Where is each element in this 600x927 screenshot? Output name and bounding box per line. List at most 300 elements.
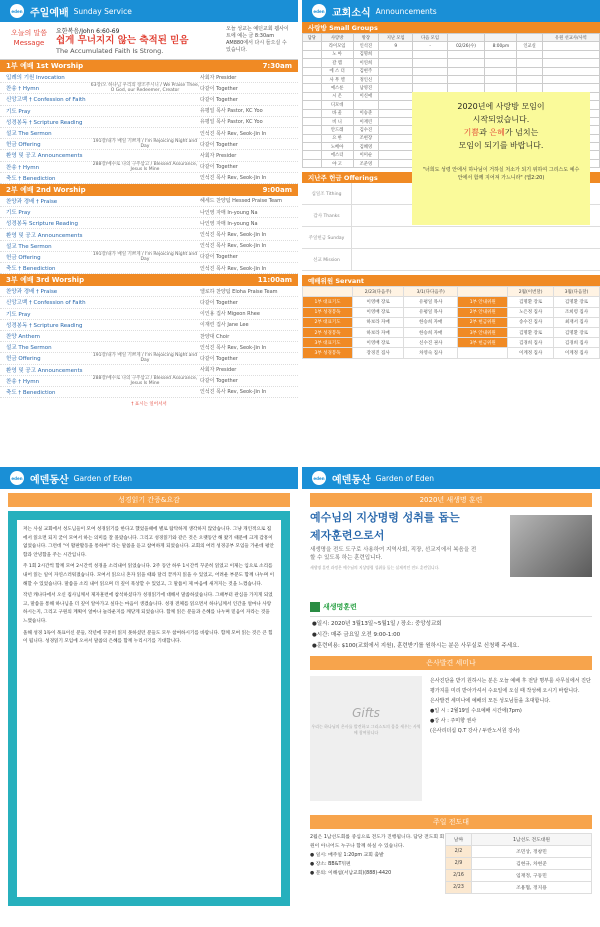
- order-item-leader: 사회자 Presider: [200, 152, 237, 159]
- group-cell: 예스룬: [321, 84, 353, 92]
- servant-col-header: 2/23(다음주): [353, 287, 404, 297]
- seminar-line: ●일 시 : 2월19일 수요예배 시간에(7pm): [430, 708, 522, 714]
- order-row: [0, 150, 298, 161]
- servant-cell: 이영배 장로: [353, 297, 404, 307]
- new-life-badge: [310, 602, 357, 612]
- group-cell: [447, 75, 485, 83]
- order-item-name: 헌금 Offering: [6, 356, 41, 363]
- order-row: [0, 139, 298, 150]
- group-cell: [379, 67, 413, 75]
- eden-header: [302, 467, 600, 489]
- group-cell: 김명희: [353, 50, 378, 58]
- order-item-leader: 엘로하 찬양팀 Eloha Praise Team: [200, 288, 278, 295]
- group-cell: 에스더: [321, 151, 353, 159]
- group-cell: 이신애: [353, 92, 378, 100]
- group-cell: [517, 59, 542, 67]
- evangelism-cell: 조민상, 정창민: [472, 846, 592, 858]
- order-item-name: 성경봉독 † Scripture Reading: [6, 322, 83, 329]
- announcements-panel: [302, 0, 600, 463]
- order-item-leader: 유평일 목사 Pastor, KC Yoo: [200, 108, 263, 115]
- evangelism-block: [302, 829, 600, 898]
- group-cell: [303, 151, 322, 159]
- group-cell: 조현장: [353, 134, 378, 142]
- gifts-image: [310, 676, 422, 801]
- order-item-leader: 다같이 Together: [200, 378, 238, 385]
- worship-panel: [0, 0, 298, 463]
- order-row: [0, 309, 298, 320]
- order-item-leader: 나인영 자매 In-young Na: [200, 220, 258, 227]
- gifts-word: Gifts: [352, 706, 380, 720]
- order-item-name: 환영 및 공고 Announcements: [6, 153, 83, 160]
- testimony-paragraph: 저는 사실 교회에서 성도님들이 모여 성경읽기를 한다고 했었을때에 별로 탐탁하게 생각하지 않았습니다. 그냥 개인적으로 집에서 읽으면 되지 굳이 모여서 하는 의미를 잘 몰랐습니다. 그리고 성경읽기와 같은 것은 오랫동안 해 왔기 때문에 크게 감흥이 없었습니다. 그런데 "이 활판활동을 통하여" 라는 말씀을 듣고 참여하게 되었습니다. 교회의 여러 성경공부 모임들 가운데 평안함과 안녕함을 주는 시간입니다.: [23, 527, 274, 558]
- order-row: [0, 263, 298, 274]
- eden-logo-icon: eden: [312, 4, 326, 18]
- order-item-name: 입례의 기원 Invocation: [6, 75, 65, 82]
- group-cell: 요 한: [321, 134, 353, 142]
- testimony-title: 성경읽기 간증&요감: [8, 493, 290, 507]
- servant-cell: 이영배 장로: [353, 307, 404, 317]
- group-cell: [303, 50, 322, 58]
- order-item-name: 찬송 † Hymn: [6, 378, 40, 385]
- group-cell: [542, 59, 599, 67]
- notice-verse: "너희도 성령 안에서 하나님이 거하실 처소가 되기 위하여 그리스도 예수 안에서 함께 지어져 가느니라" (엡2:20): [422, 167, 580, 181]
- service-label: 2부 예배 2nd Worship: [6, 185, 86, 194]
- eden-title: 예덴동산: [30, 474, 69, 486]
- group-cell: 김혜영: [353, 143, 378, 151]
- eden-title: 예덴동산: [332, 474, 371, 486]
- service-bar: [0, 60, 298, 72]
- group-cell: [303, 84, 322, 92]
- order-row: [0, 252, 298, 263]
- order-item-detail: 191장/내가 매일 기쁘게 / I'm Rejoicing Night and Day: [92, 139, 198, 150]
- service-label: 1부 예배 1st Worship: [6, 62, 84, 70]
- group-cell: [303, 92, 322, 100]
- servant-cell: 김명환 장로: [554, 297, 600, 307]
- servant-cell: 하보라 자매: [353, 328, 404, 338]
- servant-cell: 김명환 장로: [554, 328, 600, 338]
- testimony-frame: [8, 511, 290, 906]
- order-item-name: 축도 † Benediction: [6, 175, 56, 182]
- group-cell: [542, 42, 599, 50]
- group-cell: [485, 50, 517, 58]
- group-row: [303, 42, 600, 50]
- servant-col-header: [458, 287, 508, 297]
- servant-cell: 이계정 집사: [508, 348, 554, 358]
- training-info: [302, 619, 600, 652]
- servant-cell: 유평일 목사: [404, 297, 458, 307]
- order-item-leader: 인석진 목사 Rev, Seok-Jin In: [200, 344, 267, 351]
- group-cell: 라이모임: [321, 42, 353, 50]
- servant-cell: 이영배 장로: [353, 338, 404, 348]
- order-item-leader: 인석진 목사 Rev, Seok-Jin In: [200, 175, 267, 182]
- order-item-name: 찬양과 경배 † Praise: [6, 198, 58, 205]
- servant-row: [303, 348, 600, 358]
- stand-note: † 표시는 일어서서: [131, 402, 167, 408]
- order-item-detail: 288장/예수로 나의 구주삼고 / Blessed Assurance, Jesus Is Mine: [92, 161, 198, 172]
- order-item-leader: 인석진 목사 Rev, Seok-Jin In: [200, 389, 267, 396]
- evangelism-row: [446, 870, 592, 882]
- evangelism-cell: 2/23: [446, 882, 472, 894]
- service-time: 9:00am: [262, 185, 292, 194]
- group-cell: [485, 67, 517, 75]
- eden-training-panel: [302, 467, 600, 927]
- order-item-leader: 사회자 Presider: [200, 367, 237, 374]
- order-item-name: 신앙고백 † Confession of Faith: [6, 97, 86, 104]
- sermon-verse: 요한복음/John 6:60-69: [56, 28, 120, 35]
- order-item-leader: 사회자 Presider: [200, 74, 237, 81]
- servant-row: [303, 317, 600, 327]
- evangelism-desc: 2월은 1남선도회를 중심으로 전도가 진행됩니다. 담당 전도회 회원이 아니어도 누구나 함께 하실 수 있습니다.: [310, 835, 445, 849]
- servant-cell: 1부 안내위원: [458, 297, 508, 307]
- servant-cell: 한승희 자매: [404, 328, 458, 338]
- testimony-paragraph: 올해 성경 1독이 목표이신 분들, 작년에 꾸준히 읽지 못하셨던 분들도 모두 참여하시기를 바랍니다. 함께 모여 읽는 것은 큰 힘이 됩니다. 성경읽기 모임에 오셔서 말씀의 은혜를 함께 누리시기를 기대합니다.: [23, 630, 273, 645]
- order-item-name: 설교 The Sermon: [6, 345, 52, 352]
- servant-cell: 한승희 자매: [404, 317, 458, 327]
- group-cell: [485, 75, 517, 83]
- group-cell: [379, 126, 413, 134]
- order-item-name: 찬송 † Hymn: [6, 164, 40, 171]
- eden-logo-icon: eden: [10, 471, 24, 485]
- servant-col-header: 3/1(다다음주): [404, 287, 458, 297]
- group-cell: [303, 159, 322, 167]
- group-cell: [303, 101, 322, 109]
- order-row: [0, 218, 298, 229]
- worship-title: 주일예배: [30, 7, 69, 19]
- info-line: ●일시: 2020년 3월13일~5월1일 / 장소: 중앙성교회: [312, 621, 442, 627]
- info-line: ●시간: 매주 금요일 오전 9:00-1:00: [312, 632, 401, 638]
- evangelism-cell: 임재정, 구동민: [472, 870, 592, 882]
- servant-cell: 3부 성경봉독: [303, 348, 353, 358]
- eden-title-en: Garden of Eden: [375, 473, 434, 483]
- servant-col-header: 2월(이번달): [508, 287, 554, 297]
- group-cell: [447, 67, 485, 75]
- seminar-title: 은사발견 세미나: [310, 656, 592, 670]
- order-item-name: 성경봉독 † Scripture Reading: [6, 119, 83, 126]
- group-cell: [542, 67, 599, 75]
- group-cell: 02/26(수): [447, 42, 485, 50]
- servant-cell: 김명환 장로: [508, 297, 554, 307]
- offering-row: [302, 227, 600, 249]
- group-cell: [542, 50, 599, 58]
- group-col-header: 방장: [353, 34, 378, 42]
- joy-word: 기쁨: [463, 128, 480, 137]
- evangelism-title: 주일 전도대: [310, 815, 592, 829]
- group-cell: [413, 67, 447, 75]
- group-cell: 9: [379, 42, 413, 50]
- group-cell: [413, 84, 447, 92]
- servant-cell: 2부 성경봉독: [303, 328, 353, 338]
- group-cell: [379, 109, 413, 117]
- hero-subtitle: 새생명을 전도 도구로 사용하여 지역사회, 직장, 선교지에서 복음을 전할 수 있도록 하는 훈련입니다.: [310, 547, 477, 561]
- group-cell: 남영진: [353, 84, 378, 92]
- seminar-line: 은사발견 세미나에 예배의 모든 성도님들을 초대합니다.: [430, 698, 551, 704]
- service-time: 7:30am: [262, 62, 292, 70]
- order-row: [0, 72, 298, 83]
- group-col-header: 사랑방: [321, 34, 353, 42]
- order-item-name: 환영 및 공고 Announcements: [6, 232, 83, 239]
- servant-row: [303, 338, 600, 348]
- group-cell: 인교실: [517, 42, 542, 50]
- servant-cell: 2부 안내위원: [458, 307, 508, 317]
- order-item-name: 찬양 Anthem: [6, 334, 41, 341]
- notice-text: 과: [479, 128, 490, 137]
- order-item-leader: 인석진 목사 Rev, Seok-Jin In: [200, 265, 267, 272]
- order-item-leader: 인석진 목사 Rev, Seok-Jin In: [200, 232, 267, 239]
- servant-cell: 3부 헌금위원: [458, 338, 508, 348]
- order-row: [0, 320, 298, 331]
- eden-title-en: Garden of Eden: [73, 473, 132, 483]
- evangelism-col-header: 날짜: [446, 834, 472, 846]
- servant-cell: 1부 대표기도: [303, 297, 353, 307]
- group-cell: [303, 67, 322, 75]
- group-cell: [303, 117, 322, 125]
- servant-cell: 2부 대표기도: [303, 317, 353, 327]
- group-cell: [413, 75, 447, 83]
- notice-line: 모임이 되기를 바랍니다.: [458, 141, 544, 150]
- group-cell: [413, 59, 447, 67]
- order-item-name: 찬양과 경배 † Praise: [6, 289, 58, 296]
- eden-logo-icon: eden: [10, 4, 24, 18]
- order-row: [0, 365, 298, 376]
- offering-amount: [352, 227, 600, 248]
- group-cell: 갈 렙: [321, 59, 353, 67]
- service-order: [0, 60, 298, 398]
- group-cell: [303, 126, 322, 134]
- order-item-leader: 찬양대 Choir: [200, 333, 230, 340]
- servant-table: [302, 286, 600, 358]
- servant-cell: 하보라 자매: [353, 317, 404, 327]
- notice-line: 시작되었습니다.: [472, 115, 530, 124]
- evangelism-info: ● 장소: BB&T뒤편: [310, 862, 351, 867]
- evangelism-info: ● 일시: 매주일 1:20pm 교회 출발: [310, 853, 384, 858]
- group-cell: [379, 92, 413, 100]
- order-item-name: 설교 The Sermon: [6, 131, 52, 138]
- group-cell: 이연희: [353, 59, 378, 67]
- side-note: 오늘 성교는 예던교회 웹사이트에 예는 금 8:30am AM880에서 다시 들으실 수 있습니다.: [226, 26, 289, 53]
- servant-cell: 김경희 집사: [554, 338, 600, 348]
- evangelism-text: [310, 833, 445, 894]
- evangelism-cell: 2/16: [446, 870, 472, 882]
- sermon-block: [0, 22, 298, 60]
- evangelism-row: [446, 858, 592, 870]
- servant-cell: 송수진 집사: [508, 317, 554, 327]
- seminar-text: [422, 676, 592, 809]
- order-item-leader: 인석진 목사 Rev, Seok-Jin In: [200, 130, 267, 137]
- servant-cell: 3부 대표기도: [303, 338, 353, 348]
- group-cell: 시 온: [321, 92, 353, 100]
- evangelism-col-header: 1남선도 전도대원: [472, 834, 592, 846]
- servant-cell: 김경희 집사: [508, 338, 554, 348]
- group-row: [303, 84, 600, 92]
- hero-title: 제자훈련으로서: [310, 529, 385, 542]
- group-cell: [303, 59, 322, 67]
- group-cell: [303, 143, 322, 151]
- group-cell: [485, 84, 517, 92]
- order-item-name: 헌금 Offering: [6, 142, 41, 149]
- order-item-leader: 이재린 집사 Jane Lee: [200, 322, 249, 329]
- news-title: 교회소식: [332, 7, 371, 19]
- order-item-name: 축도 † Benediction: [6, 389, 56, 396]
- order-row: [0, 286, 298, 297]
- evangelism-info: ● 문의: 이해섭(서남교회)(888)-4420: [310, 871, 392, 876]
- order-item-name: 신앙고백 † Confession of Faith: [6, 300, 86, 307]
- message-label: 오늘의 말씀 Message: [10, 29, 48, 47]
- sermon-title: 쉽게 무너지지 않는 축적된 믿음: [56, 35, 189, 46]
- notice-line: 2020년에 사랑방 모임이: [457, 102, 545, 111]
- servant-cell: 조희령 집사: [554, 307, 600, 317]
- group-cell: [517, 84, 542, 92]
- offering-type: 선교 Mission: [302, 249, 352, 270]
- order-item-leader: 헤세드 찬양팀 Hessed Praise Team: [200, 198, 282, 205]
- order-row: [0, 241, 298, 252]
- servant-cell: 1부 성경봉독: [303, 307, 353, 317]
- group-cell: [379, 117, 413, 125]
- seminar-line: (은사리더십 Q.T 강사 / 두란노서원 강사): [430, 728, 520, 734]
- group-cell: [447, 50, 485, 58]
- group-cell: [447, 84, 485, 92]
- news-header: [302, 0, 600, 22]
- order-item-leader: 인석진 목사 Rev, Seok-Jin In: [200, 243, 267, 250]
- group-cell: [379, 143, 413, 151]
- group-cell: 이승준: [353, 109, 378, 117]
- training-photo: [510, 515, 592, 577]
- service-time: 11:00am: [257, 276, 292, 285]
- group-cell: 김수진: [353, 126, 378, 134]
- offering-type: 주일헌금 Sunday: [302, 227, 352, 248]
- offering-row: [302, 249, 600, 271]
- order-row: [0, 173, 298, 184]
- group-cell: [303, 109, 322, 117]
- news-title-en: Announcements: [375, 6, 437, 16]
- order-row: [0, 342, 298, 353]
- grace-word: 은혜: [489, 128, 505, 137]
- order-row: [0, 83, 298, 94]
- group-col-header: [485, 34, 517, 42]
- group-cell: 김현주: [353, 67, 378, 75]
- order-item-name: 설교 The Sermon: [6, 243, 52, 250]
- group-row: [303, 75, 600, 83]
- group-cell: 인석진: [353, 42, 378, 50]
- order-row: [0, 387, 298, 398]
- group-col-header: [517, 34, 542, 42]
- order-row: [0, 94, 298, 105]
- hero-caption: 새생명 훈련 과정은 예수님의 지상명령 성취를 돕는 실제적인 전도 훈련입니다.: [310, 565, 440, 570]
- order-item-leader: 다같이 Together: [200, 96, 238, 103]
- servant-cell: 김명환 장로: [508, 328, 554, 338]
- order-row: [0, 117, 298, 128]
- servant-cell: 2부 헌금위원: [458, 317, 508, 327]
- servant-row: [303, 328, 600, 338]
- order-item-name: 기도 Pray: [6, 311, 31, 318]
- order-item-leader: 다같이 Together: [200, 355, 238, 362]
- badge-label: 새생명훈련: [323, 603, 357, 611]
- new-life-logo-icon: [310, 602, 320, 612]
- order-item-name: 기도 Pray: [6, 108, 31, 115]
- group-cell: [485, 59, 517, 67]
- group-row: [303, 59, 600, 67]
- order-row: [0, 376, 298, 387]
- group-cell: [517, 67, 542, 75]
- group-cell: 비 니: [321, 117, 353, 125]
- eden-header: [0, 467, 298, 489]
- servant-cell: 노은정 집사: [508, 307, 554, 317]
- order-row: [0, 331, 298, 342]
- group-cell: 이미순: [353, 151, 378, 159]
- group-cell: [447, 59, 485, 67]
- order-item-leader: 다같이 Together: [200, 254, 238, 261]
- group-cell: [379, 151, 413, 159]
- order-item-leader: 이인용 집사 Migeon Rhee: [200, 311, 260, 318]
- order-item-leader: 다같이 Together: [200, 164, 238, 171]
- order-item-name: 축도 † Benediction: [6, 266, 56, 273]
- group-cell: 사 무 엘: [321, 75, 353, 83]
- order-row: [0, 196, 298, 207]
- servant-col-header: 3월(다음달): [554, 287, 600, 297]
- evangelism-row: [446, 846, 592, 858]
- order-item-detail: 191장/내가 매일 기쁘게 / I'm Rejoicing Night and Day: [92, 251, 198, 262]
- group-cell: 정인신: [353, 75, 378, 83]
- servant-label: 예배위원 Servant: [302, 275, 600, 286]
- order-item-leader: 다같이 Together: [200, 141, 238, 148]
- group-cell: 8:00pm: [485, 42, 517, 50]
- service-bar: [0, 184, 298, 196]
- group-cell: [353, 101, 378, 109]
- order-row: [0, 297, 298, 308]
- evangelism-cell: 2/2: [446, 846, 472, 858]
- servant-cell: 3부 안내위원: [458, 328, 508, 338]
- group-row: [303, 50, 600, 58]
- group-cell: 디모데: [321, 101, 353, 109]
- group-cell: -: [413, 42, 447, 50]
- servant-row: [303, 297, 600, 307]
- small-groups-label: 사랑방 Small Groups: [302, 22, 600, 33]
- group-col-header: 유원 선교사/사역: [542, 34, 599, 42]
- order-row: [0, 353, 298, 364]
- group-cell: [379, 84, 413, 92]
- order-row: [0, 207, 298, 218]
- group-cell: [379, 134, 413, 142]
- evangelism-cell: 2/9: [446, 858, 472, 870]
- gifts-caption: 우리는 하나님의 은사를 발견하고 그리스도의 몸을 세우는 사역에 참여합니다: [311, 724, 421, 735]
- order-item-leader: 나인영 자매 In-young Na: [200, 209, 258, 216]
- group-cell: 이재린: [353, 117, 378, 125]
- order-item-name: 성경봉독 Scripture Reading: [6, 221, 79, 228]
- notice-line: [420, 126, 582, 139]
- group-cell: 야 고: [321, 159, 353, 167]
- group-col-header: 지난 모임: [379, 34, 413, 42]
- group-row: [303, 67, 600, 75]
- group-cell: [303, 75, 322, 83]
- order-row: [0, 128, 298, 139]
- order-item-leader: 유평일 목사 Pastor, KC Yoo: [200, 119, 263, 126]
- offering-type: 감사 Thanks: [302, 205, 352, 226]
- order-item-name: 기도 Pray: [6, 210, 31, 217]
- testimony-paragraph: 주 1회 2시간씩 함께 모여 2시간씩 성경을 소리내어 읽었습니다. 2주 동안 하루 1시간씩 꾸준히 읽었고 이제는 입으로 소리를 내어 읽는 일이 자연스러워졌습니다. 모여서 읽으니 혼자 읽을 때와 달리 끝까지 읽을 수 있었고, 어려운 부분도 함께 나누며 이해할 수 있었습니다. 말씀을 소리 내어 읽으며 더 깊이 묵상할 수 있었고, 그 말씀이 제 마음에 새겨지는 것을 느꼈습니다.: [23, 564, 275, 587]
- servant-row: [303, 307, 600, 317]
- seminar-block: [302, 670, 600, 815]
- servant-cell: 이계정 집사: [554, 348, 600, 358]
- order-item-detail: 63장/오 하나님 우리의 창조주시니 / We Praise Thee, O God, our Redeemer, Creator: [90, 83, 200, 94]
- order-item-detail: 288장/예수로 나의 구주삼고 / Blessed Assurance, Jesus Is Mine: [92, 375, 198, 386]
- servant-cell: [458, 348, 508, 358]
- eden-logo-icon: eden: [312, 471, 326, 485]
- evangelism-table: [445, 833, 592, 894]
- group-cell: 노 아: [321, 50, 353, 58]
- offering-type: 십일조 Tithing: [302, 183, 352, 204]
- group-cell: [379, 50, 413, 58]
- servant-cell: 유평일 목사: [404, 307, 458, 317]
- group-cell: [542, 84, 599, 92]
